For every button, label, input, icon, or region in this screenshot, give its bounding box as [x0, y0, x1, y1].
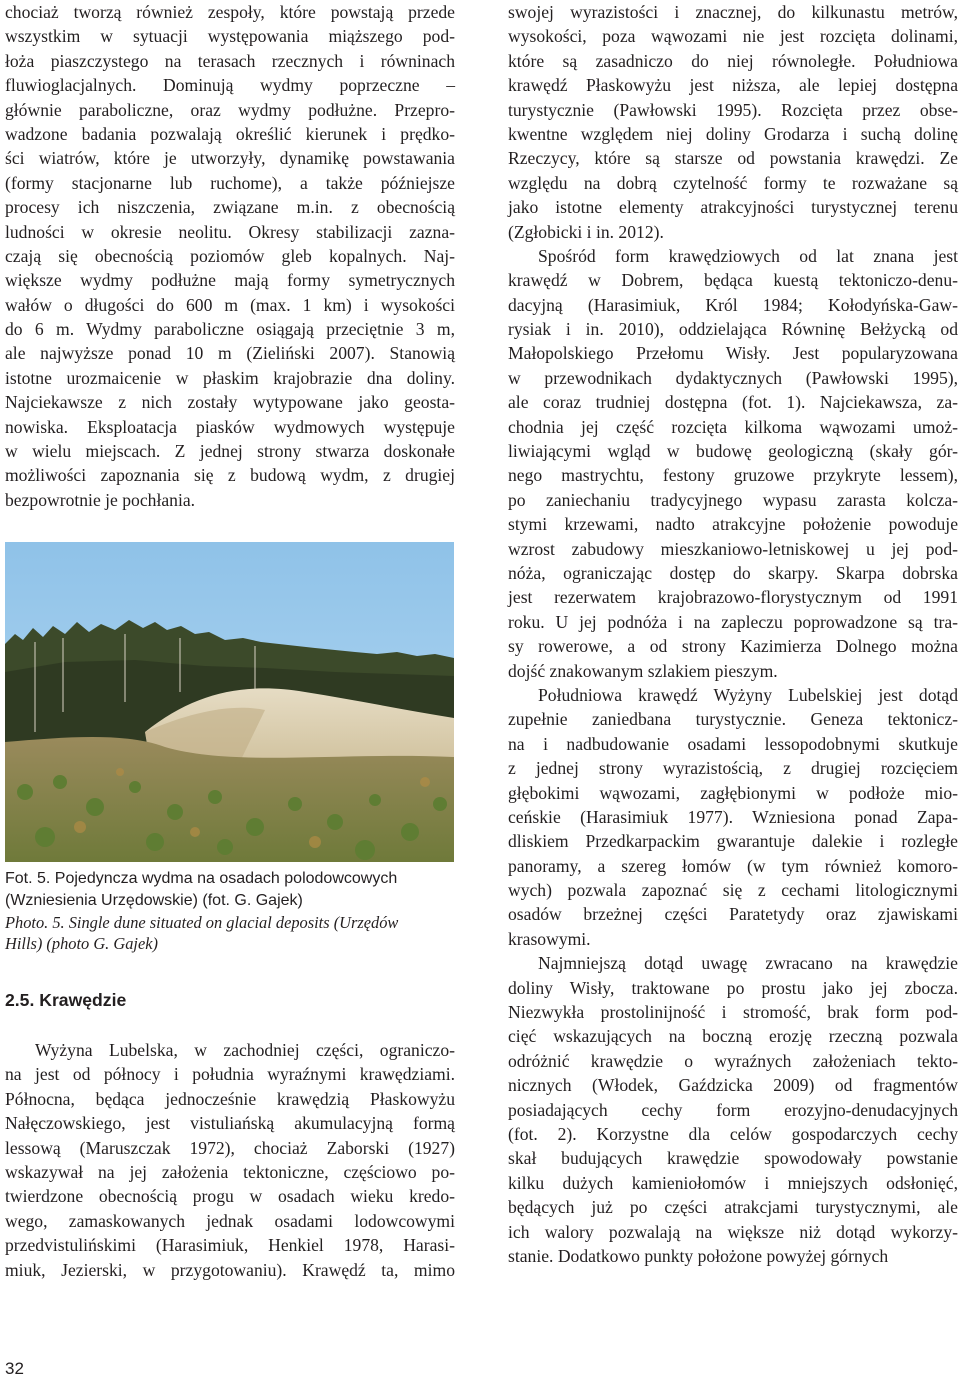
text-line: które są zasadniczo do niej równoległe. Południowa — [508, 50, 958, 71]
text-line: wysokości, poza wąwozami nie jest rozcięta dolinami, — [508, 26, 958, 47]
text-line: turystycznie (Pawłowski 1995). Rozcięta przez obse- — [508, 99, 958, 120]
text-line: Nałęczowskiego, jest vistuliańską akumulacyjną formą — [5, 1113, 455, 1134]
text-line: na jest od północy i południa wyraźnymi krawędziami. — [5, 1064, 455, 1085]
text-line: dojść znakowanym szlakiem pieszym. — [508, 660, 778, 681]
text-line: łoża piaszczystego na terasach rzecznych i równinach — [5, 50, 455, 71]
text-line: bezpowrotnie je pochłania. — [5, 489, 196, 510]
figure-caption — [5, 868, 455, 955]
text-line: nowiska. Eksploatacja piasków wydmowych występuje — [5, 416, 455, 437]
text-line: panoramy, a szereg łomów (w tym również komoro- — [508, 855, 958, 876]
text-line: doliny Wisły, traktowane po prostu jako jej zbocza. — [508, 977, 958, 998]
text-line: wych) pozwala zapoznać się z cechami litologicznymi — [508, 880, 958, 901]
text-line: przedvistulińskimi (Harasimiuk, Henkiel 1978, Harasi- — [5, 1235, 455, 1256]
text-line: krawędź Płaskowyżu jest niższa, ale lepiej dostępna — [508, 75, 958, 96]
text-line: stymi krzewami, nadto atrakcyjne położenie powoduje — [508, 514, 958, 535]
text-line: Małopolskiego Przełomu Wisły. Jest popularyzowana — [508, 343, 958, 364]
text-line: wadzone badania pozwalają określić kierunek i prędko- — [5, 123, 455, 144]
text-line: możliwości zapoznania się z budową wydm, z drugiej — [5, 465, 455, 486]
text-line: stanie. Dodatkowo punkty położone powyżej górnych — [508, 1245, 889, 1266]
text-line: większe wydmy podłużne mają formy symetrycznych — [5, 270, 455, 291]
text-line: Północna, będąca jednocześnie krawędzią Płaskowyżu — [5, 1088, 455, 1109]
text-line: jako istotne elementy atrakcyjności turystycznej terenu — [508, 197, 958, 218]
text-line: ludności w okresie neolitu. Okresy stabilizacji zazna- — [5, 221, 455, 242]
page-number: 32 — [5, 1359, 24, 1378]
text-line: w wielu miejscach. Z jednej strony stwarza doskonałe — [5, 441, 455, 462]
text-line: rysiak i in. 2010), oddzielająca Równinę Bełżycką od — [508, 319, 958, 340]
text-line: sy rowerowe, a od strony Kazimierza Dolnego można — [508, 636, 958, 657]
text-line: będących już po części atrakcjami turystycznymi, ale — [508, 1197, 958, 1218]
text-line: na i nadbudowanie osadami lessopodobnymi skutkuje — [508, 733, 958, 754]
text-line: swojej wyrazistości i znacznej, do kilkunastu metrów, — [508, 2, 958, 22]
text-line: zupełnie zaniedbana turystycznie. Geneza tektonicz- — [508, 709, 958, 730]
text-line: wzrost zabudowy mieszkaniowo-letniskowej u jej pod- — [508, 538, 958, 559]
text-line: głębokimi wąwozami, zagłębionymi w podłoże mio- — [508, 782, 958, 803]
text-line: Spośród form krawędziowych od lat znana jest — [538, 245, 958, 266]
section-heading: 2.5. Krawędzie — [5, 990, 127, 1010]
left-column-text — [5, 0, 455, 512]
text-line: skał budujących krawędzie spowodowały powstanie — [508, 1148, 958, 1169]
text-line: procesy ich niszczenia, związane m.in. z obecnością — [5, 197, 455, 218]
text-line: chodnia jej część rozcięta kilkoma wąwozami umoż- — [508, 416, 958, 437]
caption-en-line: Hills) (photo G. Gajek) — [5, 934, 158, 954]
text-line: Niezwykła prostolinijność i stromość, brak form pod- — [508, 1002, 958, 1023]
text-line: fluwioglacjalnych. Dominują wydmy poprzeczne – — [5, 75, 455, 96]
text-line: kilku dużych kamieniołomów i mniejszych odsłonięć, — [508, 1172, 958, 1193]
text-line: dacyjną (Harasimiuk, Król 1984; Kołodyńska-Gaw- — [508, 294, 958, 315]
text-line: nego mastrychtu, festony gruzowe przykryte lessem), — [508, 465, 958, 486]
text-line: odróżnić krawędzie o wyraźnych założeniach tekto- — [508, 1050, 958, 1071]
text-line: ich walory pozwalają na większe niż dotąd wykorzy- — [508, 1221, 958, 1242]
text-line: jest rezerwatem krajobrazowo-florystycznym od 1991 — [508, 587, 958, 608]
text-line: wego, zamaskowanych jednak osadami lodowcowymi — [5, 1210, 455, 1231]
text-line: (Zgłobicki i in. 2012). — [508, 221, 664, 242]
text-line: nóża, ograniczając dostęp do skarpy. Skarpa dobrska — [508, 562, 958, 583]
text-line: chociaż tworzą również zespoły, które powstają przede — [5, 2, 455, 22]
text-line: ale najwyższe ponad 10 m (Zieliński 2007). Stanowią — [5, 343, 455, 364]
text-line: względu na dobrą czytelność formy te rozważane są — [508, 172, 958, 193]
text-line: ceńskie (Harasimiuk 1977). Wzniesiona ponad Zapa- — [508, 806, 958, 827]
text-line: do 6 m. Wydmy paraboliczne osiągają przeciętnie 3 m, — [5, 319, 455, 340]
text-line: roku. U jej podnóża i na zapleczu poprowadzone są tra- — [508, 611, 958, 632]
text-line: ale coraz trudniej dostępna (fot. 1). Najciekawsza, za- — [508, 392, 958, 413]
text-line: po zaniechaniu tradycyjnego wypasu zarasta kolcza- — [508, 489, 958, 510]
text-line: kwentne względem niej doliny Grodarza i suchą dolinę — [508, 123, 958, 144]
caption-pl-line: Fot. 5. Pojedyncza wydma na osadach polodowcowych — [5, 870, 398, 887]
text-line: Południowa krawędź Wyżyny Lubelskiej jest dotąd — [538, 684, 958, 705]
section-text — [5, 1038, 455, 1282]
text-line: ści wiatrów, które je utworzyły, dynamikę powstawania — [5, 148, 455, 169]
dune-photo — [5, 542, 454, 862]
text-line: miuk, Jezierski, w przygotowaniu). Krawędź ta, mimo — [5, 1259, 455, 1280]
text-line: z jednej strony wyrazistością, z drugiej rozcięciem — [508, 758, 958, 779]
text-line: Wyżyna Lubelska, w zachodniej części, ograniczo- — [35, 1040, 455, 1060]
text-line: (formy stacjonarne lub ruchome), a także późniejsze — [5, 172, 455, 193]
text-line: istotne urozmaicenie w płaskim krajobrazie dna doliny. — [5, 367, 455, 388]
text-line: krasowymi. — [508, 928, 591, 949]
text-line: Rzeczycy, które są starsze od powstania krawędzi. Ze — [508, 148, 958, 169]
text-line: wałów o długości do 600 m (max. 1 km) i wysokości — [5, 294, 455, 315]
text-line: Najciekawsze z nich zostały wytypowane jako geosta- — [5, 392, 455, 413]
text-line: posiadających cechy form erozyjno-denudacyjnych — [508, 1099, 958, 1120]
caption-pl-line: (Wzniesienia Urzędowskie) (fot. G. Gajek) — [5, 891, 303, 909]
text-line: dliskiem Przedkarpackim gwarantuje dalekie i rozległe — [508, 831, 958, 852]
text-line: Najmniejszą dotąd uwagę zwracano na krawędzie — [538, 953, 958, 974]
right-column-text — [508, 0, 958, 1268]
text-line: wszystkim w sytuacji występowania miąższego pod- — [5, 26, 455, 47]
text-line: nicznych (Włodek, Gaździcka 2009) od fragmentów — [508, 1075, 958, 1096]
text-line: osadów brzeżnej części Paratetydy oraz zjawiskami — [508, 904, 958, 925]
text-line: (fot. 2). Korzystne dla celów gospodarczych cechy — [508, 1123, 958, 1144]
text-line: w przewodnikach dydaktycznych (Pawłowski 1995), — [508, 367, 958, 388]
text-line: głównie paraboliczne, oraz wydmy podłużne. Przepro- — [5, 99, 455, 120]
caption-en-line: Photo. 5. Single dune situated on glacial deposits (Urzędów — [5, 912, 399, 932]
text-line: cięć wskazujących na boczną erozję rzeczną pozwala — [508, 1026, 958, 1047]
text-line: twierdzone obecnością progu w osadach wieku kredo- — [5, 1186, 455, 1207]
text-line: czają się obecnością poziomów gleb kopalnych. Naj- — [5, 245, 455, 266]
text-line: lessową (Maruszczak 1972), chociaż Zaborski (1927) — [5, 1137, 455, 1158]
text-line: liwiającymi wgląd w budowę geologiczną (skały gór- — [508, 441, 958, 462]
text-line: krawędź w Dobrem, będąca kuestą tektoniczo-denu- — [508, 270, 958, 291]
text-line: wskazywał na jej założenia tektoniczne, częściowo po- — [5, 1161, 455, 1182]
